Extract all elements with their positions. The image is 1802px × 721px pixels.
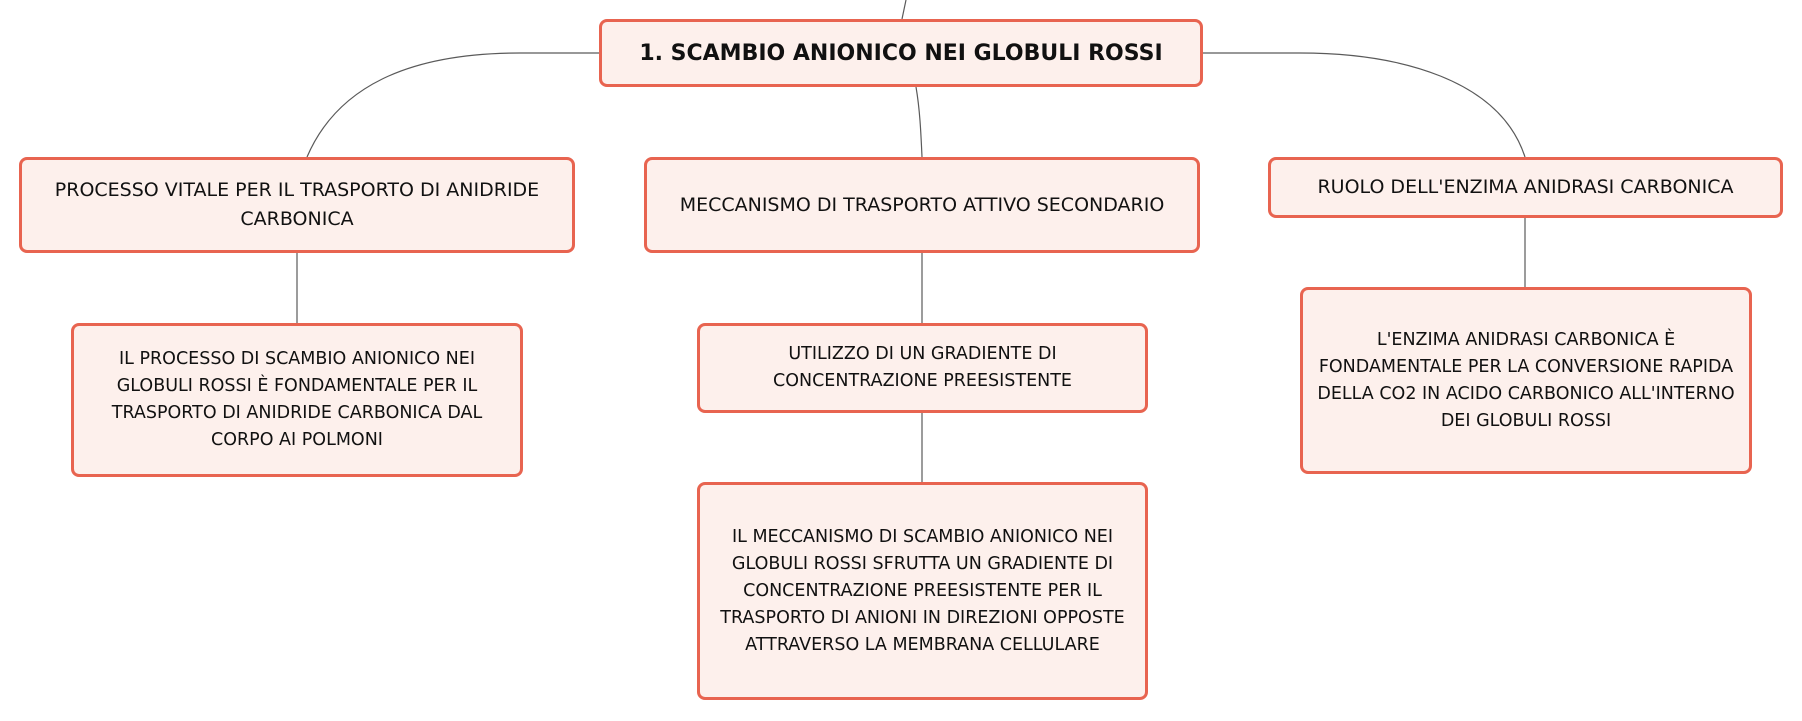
branch-node-ruolo-enzima[interactable] — [1268, 157, 1783, 218]
branch-node-label: RUOLO DELL'ENZIMA ANIDRASI CARBONICA — [1317, 176, 1734, 198]
leaf-node-label: IL PROCESSO DI SCAMBIO ANIONICO NEI GLOBULI ROSSI È FONDAMENTALE PER IL TRASPORTO DI ANIDRIDE CARBONICA DAL CORPO AI POLMONI — [111, 349, 483, 450]
leaf-node-label: IL MECCANISMO DI SCAMBIO ANIONICO NEI GLOBULI ROSSI SFRUTTA UN GRADIENTE DI CONCENTRAZIONE PREESISTENTE PER IL TRASPORTO DI ANIONI IN DIREZIONI OPPOSTE ATTRAVERSO LA MEMBRANA CELLULARE — [720, 526, 1125, 655]
branch-node-label: PROCESSO VITALE PER IL TRASPORTO DI ANIDRIDE CARBONICA — [54, 179, 540, 230]
connector-root-to-branch-1 — [307, 53, 599, 157]
leaf-node-processo-scambio[interactable] — [71, 323, 523, 477]
leaf-node-label: L'ENZIMA ANIDRASI CARBONICA È FONDAMENTALE PER LA CONVERSIONE RAPIDA DELLA CO2 IN ACIDO CARBONICO ALL'INTERNO DEI GLOBULI ROSSI — [1317, 329, 1735, 431]
branch-node-meccanismo-trasporto[interactable] — [644, 157, 1200, 253]
branch-node-label: MECCANISMO DI TRASPORTO ATTIVO SECONDARIO — [679, 193, 1165, 216]
child-node-gradiente[interactable] — [697, 323, 1148, 413]
connector-root-to-branch-3 — [1203, 53, 1525, 157]
branch-node-processo-vitale[interactable] — [19, 157, 575, 253]
child-node-label: UTILIZZO DI UN GRADIENTE DI CONCENTRAZIONE PREESISTENTE — [773, 344, 1072, 391]
connector-parent-to-root — [902, 0, 906, 19]
connector-root-to-branch-2 — [916, 87, 922, 157]
leaf-node-meccanismo-scambio[interactable] — [697, 482, 1148, 700]
leaf-node-enzima-anidrasi[interactable] — [1300, 287, 1752, 474]
root-topic-label: 1. SCAMBIO ANIONICO NEI GLOBULI ROSSI — [639, 40, 1163, 66]
root-topic-node[interactable] — [599, 19, 1203, 87]
